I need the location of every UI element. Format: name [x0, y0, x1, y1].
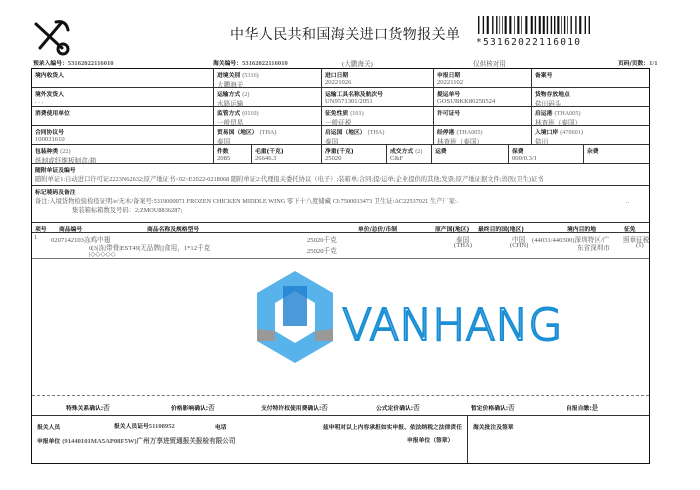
- field-cell: [508, 145, 583, 163]
- col-levy: 征免: [624, 227, 636, 233]
- col-hs-code: 商品编号: [59, 227, 83, 233]
- field-value: 泰国: [217, 139, 231, 146]
- field-value: 林查班（泰国）: [437, 139, 484, 146]
- items-header: [32, 223, 649, 233]
- item-spec2: |◇◇◇◇◇: [89, 251, 116, 258]
- field-cell: [213, 145, 251, 163]
- confirmation-item: 暂定价格确认:否: [471, 405, 515, 412]
- barcode-bar: [514, 16, 515, 34]
- field-cell: [213, 69, 321, 87]
- watermark-text: VANHANG: [342, 300, 563, 351]
- field-value: 大鹏海关: [217, 82, 244, 89]
- phone-label: 电话: [215, 425, 227, 431]
- barcode-bar: [571, 16, 572, 34]
- field-cell: [531, 126, 651, 144]
- field-cell: [583, 145, 651, 163]
- field-label: 监管方式 (0110): [217, 110, 259, 117]
- field-cell: [251, 145, 321, 163]
- field-label: 征免性质 (101): [325, 110, 364, 117]
- field-value: 20221102: [437, 79, 464, 86]
- form-row: [32, 107, 649, 126]
- barcode-bar: [589, 16, 590, 34]
- field-label: 件数: [217, 149, 229, 155]
- field-value: 一般贸易: [217, 120, 244, 127]
- field-value: UN9571301/2051: [325, 98, 373, 105]
- field-cell: [213, 126, 321, 144]
- barcode-bar: [505, 16, 507, 34]
- barcode-bar: [502, 16, 503, 34]
- item-no: 1: [34, 234, 38, 241]
- field-value: 水路运输: [217, 101, 244, 108]
- field-label: 净重(千克): [325, 149, 354, 155]
- field-cell: [531, 69, 651, 87]
- barcode-bar: [517, 16, 519, 34]
- field-value: 2085: [217, 155, 231, 162]
- field-cell: [213, 107, 321, 125]
- barcode-bar: [509, 16, 511, 34]
- pre-entry-number: 预录入编号：53162022116010: [33, 60, 114, 67]
- field-cell: [531, 107, 651, 125]
- customs-name: (大鹏海关): [342, 61, 373, 68]
- barcode-bar: [492, 16, 493, 34]
- confirmation-item: 特殊关系确认:否: [66, 405, 110, 412]
- barcode-bar: [547, 16, 548, 34]
- col-item-no: 项号: [35, 227, 47, 233]
- customs-number: 海关编号：53162022116010: [213, 60, 288, 67]
- item-qty: 25020千克: [307, 237, 337, 244]
- barcode-bar: [487, 16, 489, 34]
- form-row: [32, 126, 649, 145]
- barcode-bar: [575, 16, 576, 34]
- field-cell: [321, 107, 433, 125]
- field-cell: [321, 126, 433, 144]
- field-cell: [32, 107, 213, 125]
- docs-value: 随附单证1:自动进口许可证2223N62632;原产地证书<02>E2022-0218068 随附单证2:代理报关委托协议（电子）;装箱单;合同;提/运单;企业提供的其他;发票;原产地证据文件;兽医(卫生)证书: [35, 176, 544, 183]
- barcode-bar: [478, 16, 479, 34]
- declarer-seal-label: 申报单位（签章）: [407, 438, 454, 444]
- document-title: 中华人民共和国海关进口货物报关单: [230, 27, 461, 43]
- barcode-bar: [483, 16, 484, 34]
- field-value: 泰国: [325, 139, 339, 146]
- col-origin: 原产国(地区): [435, 227, 470, 233]
- verification-note: 仅供核对用: [473, 61, 506, 68]
- field-label: 保费: [512, 149, 524, 155]
- barcode: [476, 16, 596, 48]
- barcode-bar: [521, 16, 522, 34]
- field-value: GOSUBKK80250524: [437, 98, 496, 105]
- marks-line2: 集装箱标箱数及号码：2;ZMOU8836287;: [72, 207, 183, 214]
- field-cell: [321, 145, 386, 163]
- barcode-text: *5316202211601​0: [476, 37, 582, 48]
- item-origin: 泰国: [456, 237, 470, 244]
- vanhang-watermark: [250, 266, 563, 376]
- field-value: 盐田: [535, 139, 549, 146]
- col-final-dest: 最终目的国(地区): [478, 227, 524, 233]
- broker-id: 报关人员证号51108952: [114, 423, 175, 430]
- field-value: 一般征税: [325, 120, 352, 127]
- item-levy: 照章征税: [623, 237, 650, 244]
- marks-remarks: [32, 186, 649, 223]
- item-origin-code: (THA): [454, 242, 472, 249]
- barcode-bar: [543, 16, 545, 34]
- form-row-package: [32, 145, 649, 164]
- field-cell: [433, 107, 531, 125]
- item-dest-code: (CHN): [510, 242, 529, 249]
- table-row: [32, 233, 649, 259]
- confirmation-item: 公式定价确认:否: [376, 405, 420, 412]
- field-label: 启运国（地区） (THA): [325, 129, 385, 136]
- barcode-bar: [561, 16, 562, 34]
- field-label: 备案号: [535, 73, 553, 79]
- marks-line1: 备注:入境货物检验检疫证明/e/无木/备案号:5319000071 FROZEN CHICKEN MIDDLE WING 零下十八度储藏 CI:7500033473 卫生证:AC22537021 生产厂家:.: [35, 198, 459, 205]
- attached-documents: [32, 164, 649, 186]
- col-description: 商品名称及规格型号: [147, 227, 200, 233]
- field-label: 经停港 (THA005): [437, 129, 483, 136]
- field-value: 100031610: [35, 136, 65, 143]
- col-price: 单价/总价/币制: [358, 227, 398, 233]
- field-value: 纸制或纤维板制盒/箱: [35, 158, 97, 165]
- field-cell: [213, 88, 321, 106]
- field-label: 境外发货人: [35, 92, 64, 98]
- field-label: 入境口岸 (470601): [535, 129, 583, 136]
- barcode-bar: [525, 16, 527, 34]
- field-cell: [386, 145, 431, 163]
- field-value: 盐田码头: [535, 101, 562, 108]
- field-label: 毛重(千克): [255, 149, 284, 155]
- field-label: 境内收货人: [35, 73, 64, 79]
- barcode-bar: [554, 16, 555, 34]
- barcode-bar: [579, 16, 581, 34]
- confirmation-item: 自报自缴:是: [566, 405, 599, 412]
- marks-label: 标记唛码及备注: [35, 190, 76, 196]
- barcode-bar: [557, 16, 559, 34]
- marks-tail: ..: [625, 198, 629, 205]
- field-value: 林查班（泰国）: [535, 120, 582, 127]
- field-label: 运输工具名称及航次号: [325, 92, 383, 98]
- barcode-bar: [499, 16, 500, 34]
- field-label: 运费: [435, 149, 447, 155]
- field-cell: [321, 88, 433, 106]
- field-cell: [433, 88, 531, 106]
- item-levy2: (1): [636, 242, 644, 249]
- field-label: 合同协议号: [35, 130, 64, 136]
- page-number: 页码/页数：1/1: [618, 60, 658, 67]
- item-qty2: 25020千克: [307, 248, 337, 255]
- barcode-bar: [531, 16, 533, 34]
- field-label: 消费使用单位: [35, 111, 70, 117]
- barcode-bar: [535, 16, 536, 34]
- barcode-bar: [567, 16, 568, 34]
- barcode-bar: [585, 16, 586, 34]
- field-cell: [431, 145, 508, 163]
- confirmation-item: 支付特许权使用费确认:否: [261, 405, 328, 412]
- barcode-bar: [539, 16, 541, 34]
- docs-label: 随附单证及编号: [35, 168, 76, 174]
- field-value: 26646.3: [255, 155, 277, 162]
- field-cell: [32, 126, 213, 144]
- field-label: 运输方式 (2): [217, 91, 250, 98]
- field-label: 贸易国（地区） (THA): [217, 129, 277, 136]
- item-domestic: (44031/440300)深圳特区/广: [532, 237, 610, 244]
- field-value: C&F: [390, 155, 404, 162]
- broker-label: 报关人员: [37, 425, 61, 431]
- field-cell: [32, 145, 213, 163]
- field-value: 20221026: [325, 79, 352, 86]
- signature-area: [32, 416, 649, 463]
- item-code-name: 0207142103冻鸡中翅: [51, 237, 111, 244]
- field-label: 杂费: [587, 149, 599, 155]
- field-label: 成交方式 (2): [390, 148, 423, 155]
- field-cell: [32, 88, 213, 106]
- item-domestic2: 东省深圳市: [577, 245, 610, 252]
- item-dest: 中国: [512, 237, 526, 244]
- field-cell: [433, 126, 531, 144]
- field-cell: [433, 69, 531, 87]
- field-cell: [32, 69, 213, 87]
- field-value: . . .: [35, 98, 44, 105]
- confirmation-item: 价格影响确认:否: [171, 405, 215, 412]
- customs-seal-label: 海关批注及签章: [473, 425, 514, 431]
- field-label: 货物存放地点: [535, 92, 570, 98]
- barcode-bar: [496, 16, 497, 34]
- barcode-bar: [564, 16, 565, 34]
- barcode-bar: [551, 16, 552, 34]
- declaration-statement: 兹申明对以上内容承担如实申报、依法纳税之法律责任: [322, 425, 462, 431]
- field-cell: [531, 88, 651, 106]
- field-cell: [321, 69, 433, 87]
- field-label: 进口日期: [325, 73, 349, 79]
- declarer: 申报单位 (91440101MA5AP08F5W)广州万享进贸通报关报检有限公司: [37, 438, 236, 445]
- field-value: 25020: [325, 155, 342, 162]
- field-value: 000/0.3/1: [512, 155, 538, 162]
- field-label: 提运单号: [437, 92, 461, 98]
- field-label: 许可证号: [437, 111, 461, 117]
- confirmations: [32, 396, 649, 416]
- customs-emblem-logo: [32, 18, 72, 56]
- form-row: [32, 69, 649, 88]
- field-label: 进境关别 (5316): [217, 72, 259, 79]
- field-label: 包装种类 (22): [35, 148, 71, 155]
- field-label: 申报日期: [437, 73, 461, 79]
- item-spec: 0|3|冻|带骨|EST49|无品牌|||食用，1*12千克: [89, 245, 211, 252]
- field-label: 启运港 (THA005): [535, 110, 581, 117]
- col-domestic-dest: 境内目的地: [567, 227, 596, 233]
- form-row: [32, 88, 649, 107]
